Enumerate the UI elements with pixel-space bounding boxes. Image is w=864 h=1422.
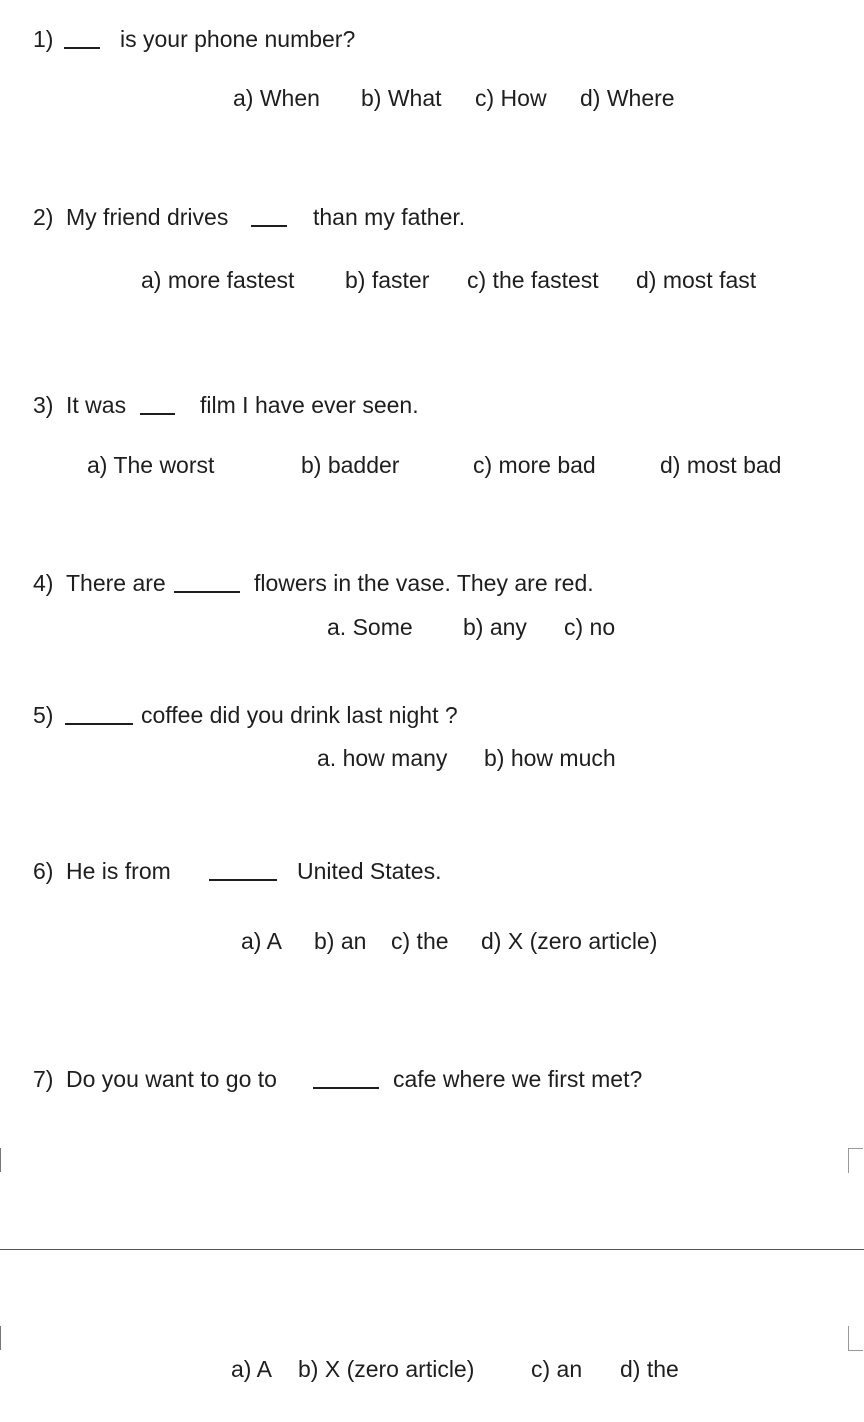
option-b: b) an (314, 928, 367, 954)
question-text-after: United States. (297, 858, 442, 884)
option-b: b) X (zero article) (298, 1356, 475, 1382)
option-a: a) A (231, 1356, 272, 1382)
question-number: 2) (33, 204, 54, 230)
question-text: is your phone number? (120, 26, 356, 52)
question-number: 3) (33, 392, 54, 418)
page-corner-mark (848, 1148, 863, 1173)
question-text-before: It was (66, 392, 127, 418)
option-a: a. Some (327, 614, 413, 640)
option-b: b) What (361, 85, 442, 111)
page-corner-mark (848, 1326, 863, 1351)
option-c: c) no (564, 614, 616, 640)
option-c: c) more bad (473, 452, 596, 478)
answer-blank (140, 396, 175, 415)
question-text-after: film I have ever seen. (200, 392, 419, 418)
question-text-after: than my father. (313, 204, 466, 230)
option-a: a) The worst (87, 452, 215, 478)
answer-blank (64, 30, 100, 49)
option-a: a) A (241, 928, 282, 954)
option-d: d) most bad (660, 452, 782, 478)
question-text: coffee did you drink last night ? (141, 702, 458, 728)
answer-blank (313, 1070, 379, 1089)
page-margin-mark (0, 1148, 1, 1172)
option-d: d) Where (580, 85, 675, 111)
answer-blank (65, 706, 133, 725)
option-b: b) how much (484, 745, 616, 771)
answer-blank (209, 862, 277, 881)
question-text-before: He is from (66, 858, 171, 884)
page-margin-mark (0, 1326, 1, 1350)
answer-blank (251, 208, 287, 227)
question-text-before: There are (66, 570, 166, 596)
option-b: b) badder (301, 452, 400, 478)
option-b: b) faster (345, 267, 430, 293)
option-c: c) How (475, 85, 547, 111)
option-d: d) the (620, 1356, 679, 1382)
option-d: d) X (zero article) (481, 928, 658, 954)
page-break-line (0, 1249, 864, 1250)
answer-blank (174, 574, 240, 593)
question-text-before: Do you want to go to (66, 1066, 277, 1092)
question-number: 6) (33, 858, 54, 884)
question-text-before: My friend drives (66, 204, 229, 230)
option-c: c) the fastest (467, 267, 599, 293)
option-b: b) any (463, 614, 527, 640)
option-d: d) most fast (636, 267, 757, 293)
question-number: 7) (33, 1066, 54, 1092)
option-a: a) more fastest (141, 267, 295, 293)
question-number: 4) (33, 570, 54, 596)
question-text-after: cafe where we first met? (393, 1066, 643, 1092)
question-number: 1) (33, 26, 54, 52)
question-text-after: flowers in the vase. They are red. (254, 570, 594, 596)
option-a: a. how many (317, 745, 448, 771)
option-c: c) an (531, 1356, 583, 1382)
option-c: c) the (391, 928, 449, 954)
question-number: 5) (33, 702, 54, 728)
option-a: a) When (233, 85, 320, 111)
